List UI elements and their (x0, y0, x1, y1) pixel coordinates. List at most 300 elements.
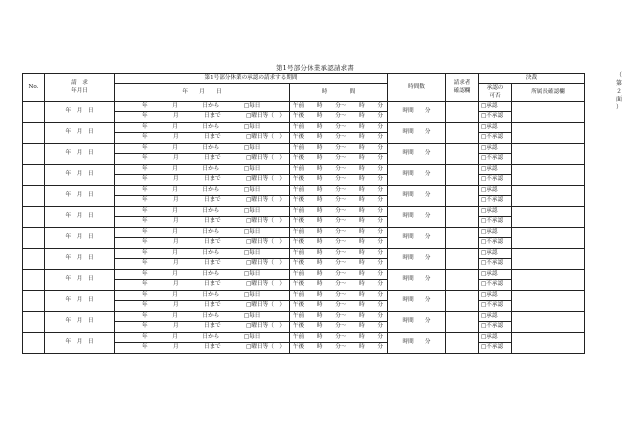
pm-time-line-part: 午後 (293, 113, 305, 119)
date-part: 日まで (203, 260, 221, 266)
header-approval: 承認の 可否 (479, 83, 512, 101)
request-date-cell[interactable]: 年 月 日 (45, 185, 115, 206)
hours-cell[interactable]: 時間 分 (388, 290, 446, 311)
pm-time-cell[interactable] (290, 322, 388, 333)
am-time-line-part: 時 (316, 186, 323, 193)
from-date-cell[interactable] (115, 185, 290, 196)
approve-checkbox[interactable]: □承認 (479, 311, 512, 322)
pm-time-cell[interactable] (290, 280, 388, 291)
reject-checkbox[interactable]: □不承認 (479, 196, 512, 207)
reject-checkbox[interactable]: □不承認 (479, 280, 512, 291)
to-date-line (115, 217, 289, 227)
am-time-line-part: 午前 (293, 165, 305, 172)
hours-cell[interactable]: 時間 分 (388, 122, 446, 143)
requester-confirm-cell[interactable] (446, 332, 479, 353)
am-time-line-part: 分 (377, 102, 383, 109)
am-time-cell[interactable] (290, 206, 388, 217)
from-date-line (115, 228, 289, 238)
chief-confirm-cell[interactable] (512, 101, 585, 122)
to-date-line (115, 112, 289, 122)
am-time-cell[interactable] (290, 122, 388, 133)
pm-time-line-part: 午後 (293, 281, 305, 287)
daily-checkbox[interactable]: □毎日 (243, 102, 261, 109)
header-decision: 決裁 (479, 74, 585, 84)
hours-cell[interactable]: 時間 分 (388, 269, 446, 290)
row-no-cell[interactable] (23, 101, 45, 122)
am-time-line-part: 午前 (293, 249, 305, 256)
approve-checkbox[interactable]: □承認 (479, 248, 512, 259)
date-part: 月 (172, 176, 179, 182)
weekday-checkbox[interactable]: □曜日等（ ） (246, 113, 285, 119)
weekday-checkbox[interactable]: □曜日等（ ） (246, 239, 285, 245)
reject-checkbox[interactable]: □不承認 (479, 154, 512, 165)
am-time-line-part: 分 (377, 312, 383, 319)
am-time-cell[interactable] (290, 101, 388, 112)
reject-checkbox[interactable]: □不承認 (479, 217, 512, 228)
am-time-line-part: 分 (377, 165, 383, 172)
pm-time-line (290, 322, 387, 332)
row-no-cell[interactable] (23, 290, 45, 311)
date-part: 日まで (203, 281, 221, 287)
pm-time-line-part: 分～ (335, 281, 347, 287)
requester-confirm-cell[interactable] (446, 122, 479, 143)
am-time-line-part: 時 (359, 249, 365, 256)
pm-time-line-part: 時 (316, 281, 323, 287)
to-date-cell[interactable] (115, 322, 290, 333)
requester-confirm-cell[interactable] (446, 101, 479, 122)
am-time-line-part: 午前 (293, 291, 305, 298)
pm-time-line-part: 時 (359, 155, 365, 161)
pm-time-line-part: 分～ (335, 155, 347, 161)
am-time-line-part: 時 (359, 207, 365, 214)
row-no-cell[interactable] (23, 248, 45, 269)
from-date-cell[interactable] (115, 143, 290, 154)
pm-time-line-part: 午後 (293, 260, 305, 266)
am-time-line-part: 午前 (293, 186, 305, 193)
daily-checkbox[interactable]: □毎日 (243, 333, 261, 340)
pm-time-cell[interactable] (290, 112, 388, 123)
date-part: 年 (142, 260, 148, 266)
to-date-line (115, 322, 289, 332)
date-part: 日まで (203, 197, 221, 203)
am-time-cell[interactable] (290, 269, 388, 280)
pm-time-cell[interactable] (290, 217, 388, 228)
weekday-checkbox[interactable]: □曜日等（ ） (246, 323, 285, 329)
am-time-line-part: 時 (359, 144, 365, 151)
date-part: 年 (142, 323, 148, 329)
row-no-cell[interactable] (23, 311, 45, 332)
to-date-cell[interactable] (115, 196, 290, 207)
page-side-label: （ 第 ２ 面 ） (615, 72, 622, 111)
date-part: 年 (142, 207, 148, 214)
am-time-cell[interactable] (290, 248, 388, 259)
am-time-line-part: 午前 (293, 207, 305, 214)
date-part: 年 (142, 302, 148, 308)
request-date-cell[interactable]: 年 月 日 (45, 248, 115, 269)
am-time-line-part: 分～ (335, 123, 347, 130)
date-part: 月 (172, 312, 178, 319)
from-date-cell[interactable] (115, 122, 290, 133)
am-time-cell[interactable] (290, 290, 388, 301)
hours-cell[interactable]: 時間 分 (388, 332, 446, 353)
from-date-line (115, 165, 289, 175)
row-no-cell[interactable] (23, 185, 45, 206)
header-hours: 時間数 (388, 74, 446, 102)
requester-confirm-cell[interactable] (446, 206, 479, 227)
hours-cell[interactable]: 時間 分 (388, 227, 446, 248)
chief-confirm-cell[interactable] (512, 332, 585, 353)
header-period: 第1号部分休業の承認の請求する期間 (115, 74, 388, 84)
am-time-cell[interactable] (290, 164, 388, 175)
date-part: 年 (142, 291, 148, 298)
pm-time-line-part: 分～ (335, 260, 347, 266)
am-time-line-part: 時 (359, 165, 365, 172)
approve-checkbox[interactable]: □承認 (479, 269, 512, 280)
date-part: 月 (172, 134, 179, 140)
requester-confirm-cell[interactable] (446, 269, 479, 290)
pm-time-line (290, 133, 387, 143)
reject-checkbox[interactable]: □不承認 (479, 259, 512, 270)
request-date-cell[interactable]: 年 月 日 (45, 164, 115, 185)
request-date-cell[interactable]: 年 月 日 (45, 206, 115, 227)
hours-cell[interactable]: 時間 分 (388, 101, 446, 122)
am-time-line-part: 分～ (335, 291, 347, 298)
to-date-cell[interactable] (115, 280, 290, 291)
request-date-cell[interactable]: 年 月 日 (45, 269, 115, 290)
reject-checkbox[interactable]: □不承認 (479, 322, 512, 333)
table-row (23, 164, 585, 175)
approve-checkbox[interactable]: □承認 (479, 290, 512, 301)
to-date-line (115, 301, 289, 311)
date-part: 年 (142, 218, 148, 224)
requester-confirm-cell[interactable] (446, 227, 479, 248)
pm-time-line-part: 時 (359, 176, 365, 182)
request-date-cell[interactable]: 年 月 日 (45, 332, 115, 353)
am-time-line-part: 時 (316, 270, 323, 277)
pm-time-cell[interactable] (290, 301, 388, 312)
chief-confirm-cell[interactable] (512, 185, 585, 206)
pm-time-line-part: 時 (316, 176, 323, 182)
requester-confirm-cell[interactable] (446, 311, 479, 332)
chief-confirm-cell[interactable] (512, 290, 585, 311)
date-part: 月 (172, 228, 178, 235)
to-date-line (115, 343, 289, 353)
date-part: 月 (172, 260, 179, 266)
pm-time-line-part: 分 (377, 176, 383, 182)
approve-checkbox[interactable]: □承認 (479, 206, 512, 217)
from-date-cell[interactable] (115, 206, 290, 217)
date-part: 年 (142, 197, 148, 203)
date-part: 月 (172, 207, 178, 214)
requester-confirm-cell[interactable] (446, 143, 479, 164)
date-part: 年 (142, 281, 148, 287)
pm-time-line-part: 時 (316, 134, 323, 140)
daily-checkbox[interactable]: □毎日 (243, 228, 261, 235)
daily-checkbox[interactable]: □毎日 (243, 123, 261, 130)
pm-time-line-part: 時 (316, 218, 323, 224)
pm-time-cell[interactable] (290, 175, 388, 186)
from-date-cell[interactable] (115, 248, 290, 259)
pm-time-line-part: 時 (359, 281, 365, 287)
table-row (23, 269, 585, 280)
am-time-line-part: 分 (377, 123, 383, 130)
pm-time-line-part: 時 (316, 113, 323, 119)
weekday-checkbox[interactable]: □曜日等（ ） (246, 302, 285, 308)
am-time-line-part: 分 (377, 291, 383, 298)
date-part: 日から (202, 333, 220, 340)
date-part: 月 (172, 186, 178, 193)
approve-checkbox[interactable]: □承認 (479, 164, 512, 175)
requester-confirm-cell[interactable] (446, 164, 479, 185)
row-no-cell[interactable] (23, 269, 45, 290)
date-part: 日まで (203, 323, 221, 329)
reject-checkbox[interactable]: □不承認 (479, 343, 512, 354)
am-time-cell[interactable] (290, 185, 388, 196)
am-time-line (290, 249, 387, 259)
reject-checkbox[interactable]: □不承認 (479, 175, 512, 186)
to-date-line (115, 154, 289, 164)
row-no-cell[interactable] (23, 164, 45, 185)
reject-checkbox[interactable]: □不承認 (479, 112, 512, 123)
row-no-cell[interactable] (23, 143, 45, 164)
am-time-line-part: 時 (359, 270, 365, 277)
request-date-cell[interactable]: 年 月 日 (45, 290, 115, 311)
weekday-checkbox[interactable]: □曜日等（ ） (246, 176, 285, 182)
chief-confirm-cell[interactable] (512, 206, 585, 227)
pm-time-line-part: 午後 (293, 197, 305, 203)
row-no-cell[interactable] (23, 332, 45, 353)
hours-cell[interactable]: 時間 分 (388, 248, 446, 269)
am-time-line-part: 午前 (293, 123, 305, 130)
to-date-line (115, 280, 289, 290)
table-row (23, 185, 585, 196)
header-date-sub: 年 月 日 (115, 83, 290, 101)
approve-checkbox[interactable]: □承認 (479, 122, 512, 133)
hours-cell[interactable]: 時間 分 (388, 311, 446, 332)
date-part: 日まで (203, 113, 221, 119)
hours-cell[interactable]: 時間 分 (388, 185, 446, 206)
date-part: 月 (172, 165, 178, 172)
from-date-cell[interactable] (115, 227, 290, 238)
pm-time-cell[interactable] (290, 133, 388, 144)
am-time-line (290, 312, 387, 322)
hours-cell[interactable]: 時間 分 (388, 164, 446, 185)
chief-confirm-cell[interactable] (512, 248, 585, 269)
pm-time-line-part: 分 (377, 302, 383, 308)
am-time-cell[interactable] (290, 227, 388, 238)
am-time-line-part: 分～ (335, 102, 347, 109)
pm-time-cell[interactable] (290, 154, 388, 165)
date-part: 年 (142, 249, 148, 256)
from-date-cell[interactable] (115, 311, 290, 322)
am-time-line-part: 時 (359, 333, 365, 340)
pm-time-line (290, 238, 387, 248)
weekday-checkbox[interactable]: □曜日等（ ） (246, 344, 285, 350)
hours-cell[interactable]: 時間 分 (388, 143, 446, 164)
am-time-line (290, 333, 387, 343)
pm-time-line (290, 154, 387, 164)
date-part: 日から (202, 165, 220, 172)
daily-checkbox[interactable]: □毎日 (243, 291, 261, 298)
date-part: 年 (142, 312, 148, 319)
am-time-line-part: 分～ (335, 249, 347, 256)
am-time-line-part: 時 (316, 207, 323, 214)
am-time-line-part: 分 (377, 270, 383, 277)
pm-time-line-part: 午後 (293, 302, 305, 308)
reject-checkbox[interactable]: □不承認 (479, 238, 512, 249)
table-row (23, 206, 585, 217)
daily-checkbox[interactable]: □毎日 (243, 186, 261, 193)
am-time-line (290, 228, 387, 238)
chief-confirm-cell[interactable] (512, 269, 585, 290)
chief-confirm-cell[interactable] (512, 143, 585, 164)
request-table (22, 73, 585, 354)
pm-time-line-part: 午後 (293, 218, 305, 224)
pm-time-line-part: 時 (359, 218, 365, 224)
row-no-cell[interactable] (23, 122, 45, 143)
am-time-line-part: 午前 (293, 144, 305, 151)
approve-checkbox[interactable]: □承認 (479, 227, 512, 238)
to-date-cell[interactable] (115, 133, 290, 144)
approve-checkbox[interactable]: □承認 (479, 143, 512, 154)
date-part: 日から (202, 186, 220, 193)
to-date-cell[interactable] (115, 112, 290, 123)
header-no: No. (23, 74, 45, 102)
daily-checkbox[interactable]: □毎日 (243, 144, 261, 151)
daily-checkbox[interactable]: □毎日 (243, 249, 261, 256)
approve-checkbox[interactable]: □承認 (479, 332, 512, 343)
pm-time-line-part: 午後 (293, 155, 305, 161)
date-part: 月 (172, 155, 179, 161)
pm-time-line-part: 分 (377, 155, 383, 161)
request-date-cell[interactable]: 年 月 日 (45, 143, 115, 164)
from-date-cell[interactable] (115, 164, 290, 175)
pm-time-cell[interactable] (290, 238, 388, 249)
table-row (23, 143, 585, 154)
requester-confirm-cell[interactable] (446, 290, 479, 311)
date-part: 年 (142, 333, 148, 340)
reject-checkbox[interactable]: □不承認 (479, 301, 512, 312)
weekday-checkbox[interactable]: □曜日等（ ） (246, 134, 285, 140)
pm-time-line-part: 時 (316, 323, 323, 329)
chief-confirm-cell[interactable] (512, 227, 585, 248)
am-time-line-part: 分～ (335, 228, 347, 235)
am-time-line-part: 時 (316, 333, 323, 340)
pm-time-cell[interactable] (290, 343, 388, 354)
weekday-checkbox[interactable]: □曜日等（ ） (246, 155, 285, 161)
weekday-checkbox[interactable]: □曜日等（ ） (246, 260, 285, 266)
to-date-cell[interactable] (115, 343, 290, 354)
approve-checkbox[interactable]: □承認 (479, 101, 512, 112)
header-time-sub: 時 間 (290, 83, 388, 101)
from-date-line (115, 186, 289, 196)
am-time-line-part: 時 (359, 123, 365, 130)
am-time-line-part: 時 (359, 291, 365, 298)
weekday-checkbox[interactable]: □曜日等（ ） (246, 197, 285, 203)
to-date-cell[interactable] (115, 217, 290, 228)
date-part: 月 (172, 281, 179, 287)
to-date-cell[interactable] (115, 259, 290, 270)
pm-time-line (290, 280, 387, 290)
am-time-cell[interactable] (290, 311, 388, 322)
to-date-cell[interactable] (115, 154, 290, 165)
pm-time-line-part: 時 (359, 239, 365, 245)
am-time-line-part: 分～ (335, 207, 347, 214)
pm-time-cell[interactable] (290, 196, 388, 207)
row-no-cell[interactable] (23, 227, 45, 248)
date-part: 年 (142, 239, 148, 245)
requester-confirm-cell[interactable] (446, 248, 479, 269)
am-time-cell[interactable] (290, 332, 388, 343)
pm-time-line-part: 分 (377, 344, 383, 350)
hours-cell[interactable]: 時間 分 (388, 206, 446, 227)
date-part: 月 (172, 270, 178, 277)
reject-checkbox[interactable]: □不承認 (479, 133, 512, 144)
am-time-line-part: 時 (316, 249, 323, 256)
pm-time-line-part: 時 (316, 260, 323, 266)
approve-checkbox[interactable]: □承認 (479, 185, 512, 196)
request-date-cell[interactable]: 年 月 日 (45, 122, 115, 143)
header-request-date: 請 求 年月日 (45, 74, 115, 102)
pm-time-line-part: 分～ (335, 218, 347, 224)
from-date-cell[interactable] (115, 101, 290, 112)
daily-checkbox[interactable]: □毎日 (243, 165, 261, 172)
am-time-line (290, 144, 387, 154)
am-time-line-part: 時 (316, 291, 323, 298)
pm-time-line-part: 時 (316, 197, 323, 203)
date-part: 日から (202, 291, 220, 298)
from-date-cell[interactable] (115, 332, 290, 343)
from-date-cell[interactable] (115, 269, 290, 280)
request-date-cell[interactable]: 年 月 日 (45, 227, 115, 248)
weekday-checkbox[interactable]: □曜日等（ ） (246, 218, 285, 224)
pm-time-line-part: 分～ (335, 176, 347, 182)
from-date-line (115, 123, 289, 133)
am-time-line-part: 分 (377, 144, 383, 151)
from-date-cell[interactable] (115, 290, 290, 301)
to-date-cell[interactable] (115, 301, 290, 312)
chief-confirm-cell[interactable] (512, 311, 585, 332)
am-time-line-part: 分～ (335, 270, 347, 277)
am-time-line-part: 時 (316, 165, 323, 172)
am-time-line-part: 時 (359, 186, 365, 193)
date-part: 月 (172, 323, 179, 329)
daily-checkbox[interactable]: □毎日 (243, 270, 261, 277)
am-time-line-part: 分～ (335, 333, 347, 340)
chief-confirm-cell[interactable] (512, 164, 585, 185)
to-date-cell[interactable] (115, 175, 290, 186)
daily-checkbox[interactable]: □毎日 (243, 207, 261, 214)
table-row (23, 332, 585, 343)
date-part: 月 (172, 291, 178, 298)
from-date-line (115, 270, 289, 280)
daily-checkbox[interactable]: □毎日 (243, 312, 261, 319)
to-date-cell[interactable] (115, 238, 290, 249)
am-time-cell[interactable] (290, 143, 388, 154)
pm-time-cell[interactable] (290, 259, 388, 270)
requester-confirm-cell[interactable] (446, 185, 479, 206)
chief-confirm-cell[interactable] (512, 122, 585, 143)
date-part: 日から (202, 249, 220, 256)
pm-time-line-part: 時 (316, 344, 323, 350)
am-time-line (290, 270, 387, 280)
request-date-cell[interactable]: 年 月 日 (45, 311, 115, 332)
row-no-cell[interactable] (23, 206, 45, 227)
request-date-cell[interactable]: 年 月 日 (45, 101, 115, 122)
date-part: 日まで (203, 134, 221, 140)
weekday-checkbox[interactable]: □曜日等（ ） (246, 281, 285, 287)
date-part: 月 (172, 102, 178, 109)
